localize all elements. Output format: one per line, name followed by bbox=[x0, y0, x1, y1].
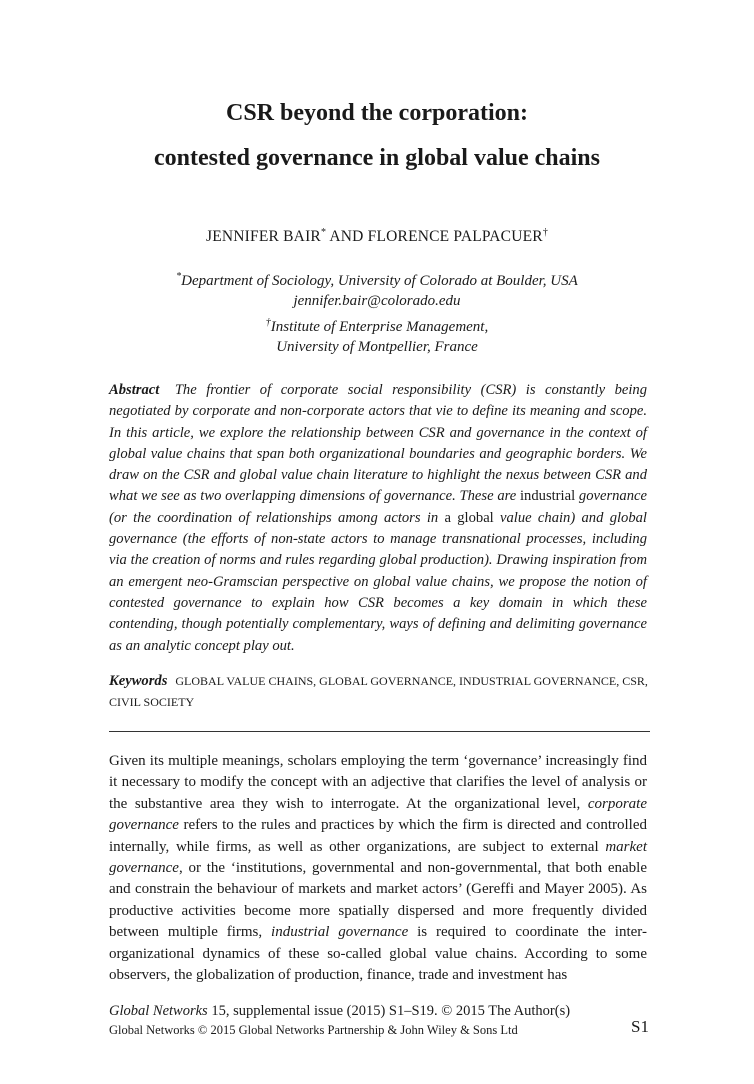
affiliation-mark: * bbox=[176, 271, 182, 282]
author-footnote-mark: * bbox=[320, 226, 327, 238]
body-text: is required to coordinate the inter-organizational dynamics of these so-called global value chains. According to some observers, the globalization of production, finance, trade and investment has bbox=[109, 924, 647, 984]
abstract-text: industrial bbox=[520, 488, 576, 505]
affiliation bbox=[0, 271, 754, 311]
body-text: , or the ‘institutions, governmental and non-governmental, that both enable and constrain the behaviour of markets and market actors’ (Gereffi and Mayer 2005). As productive activities become more spatially dispersed and more frequently divided between multiple firms, bbox=[109, 860, 647, 941]
affiliation-location: University of Montpellier, France bbox=[276, 339, 478, 355]
journal-footer bbox=[109, 1002, 649, 1040]
body-text: refers to the rules and practices by which the firm is directed and controlled internally, while firms, as well as other organizations, are subject to external bbox=[109, 817, 647, 855]
body-term: corporate governance bbox=[109, 795, 647, 834]
author-footnote-mark: † bbox=[542, 226, 549, 238]
affiliation-mark: † bbox=[265, 317, 271, 328]
author-name: FLORENCE PALPACUER bbox=[367, 228, 543, 245]
section-divider bbox=[109, 731, 650, 732]
keywords-list: GLOBAL VALUE CHAINS, GLOBAL GOVERNANCE, INDUSTRIAL GOVERNANCE, CSR, CIVIL SOCIETY bbox=[109, 674, 648, 709]
author-connector: AND bbox=[326, 228, 368, 245]
article-title-line-2: contested governance in global value chains bbox=[153, 145, 600, 171]
abstract-text: The frontier of corporate social responsibility (CSR) is constantly being negotiated by corporate and non-corporate actors that vie to define its meaning and scope. In this article, we explore the relationship between CSR and governance in the context of global value chains that span both organizational boundaries and geographic borders. We draw on the CSR and global value chain literature to highlight the nexus between CSR and what we see as two overlapping dimensions of governance. These are bbox=[109, 382, 647, 505]
body-text: Given its multiple meanings, scholars employing the term ‘governance’ increasingly find it necessary to modify the concept with an adjective that clarifies the level of analysis or the substantive area they wish to interrogate. At the organizational level, bbox=[109, 753, 647, 812]
journal-name: Global Networks bbox=[109, 1003, 208, 1019]
body-term: market governance bbox=[109, 838, 647, 877]
keywords bbox=[109, 671, 649, 713]
author-name: JENNIFER BAIR bbox=[205, 228, 321, 245]
author-email: jennifer.bair@colorado.edu bbox=[293, 293, 461, 309]
abstract-label: Abstract bbox=[109, 382, 160, 398]
citation-info: 15, supplemental issue (2015) S1–S19. © 2015 The Author(s) bbox=[207, 1003, 571, 1019]
abstract-text: a global bbox=[444, 509, 494, 526]
article-title-line-1: CSR beyond the corporation: bbox=[225, 100, 528, 126]
abstract-text: value chain) and global governance (the efforts of non-state actors to manage transnational processes, including via the creation of norms and rules regarding global production). Drawing inspiration from an emergent neo-Gramscian perspective on global value chains, we propose the notion of contested governance to explain how CSR becomes a key domain in which these contending, though potentially complementary, ways of defining and delimiting governance as an analytic concept play out. bbox=[109, 509, 647, 654]
affiliation-institution: Department of Sociology, University of Colorado at Boulder, USA bbox=[181, 273, 578, 289]
page-number: S1 bbox=[631, 1017, 649, 1036]
abstract bbox=[109, 380, 647, 657]
author-list bbox=[0, 228, 754, 246]
abstract-text: governance (or the coordination of relationships among actors in bbox=[109, 488, 647, 526]
keywords-label: Keywords bbox=[109, 673, 168, 689]
copyright-line: Global Networks © 2015 Global Networks Partnership & John Wiley & Sons Ltd bbox=[109, 1023, 518, 1037]
affiliation bbox=[0, 317, 754, 357]
affiliation-institution: Institute of Enterprise Management, bbox=[270, 319, 489, 335]
body-paragraph bbox=[109, 751, 647, 986]
body-term: industrial governance bbox=[271, 924, 409, 941]
